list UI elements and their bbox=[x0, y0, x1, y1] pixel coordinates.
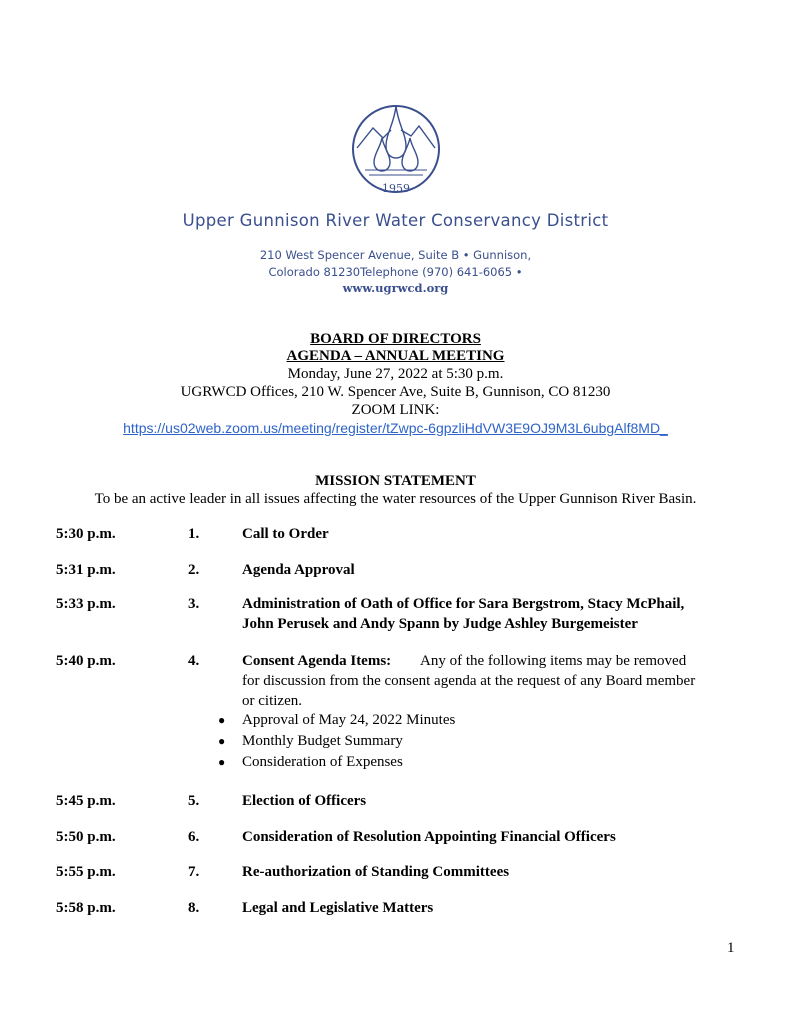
website-link[interactable]: www.ugrwcd.org bbox=[342, 281, 449, 295]
address-line-2: Colorado 81230Telephone (970) 641-6065 • bbox=[268, 265, 523, 279]
agenda-number: 6. bbox=[188, 829, 200, 845]
agenda-number: 3. bbox=[188, 596, 200, 612]
agenda-time: 5:30 p.m. bbox=[56, 526, 116, 542]
agenda-number: 7. bbox=[188, 864, 200, 880]
consent-item: Approval of May 24, 2022 Minutes bbox=[242, 712, 456, 728]
meeting-date: Monday, June 27, 2022 at 5:30 p.m. bbox=[287, 366, 504, 382]
bullet-icon: ● bbox=[218, 713, 226, 727]
address-line-1: 210 West Spencer Avenue, Suite B • Gunnison, bbox=[259, 248, 532, 262]
agenda-time: 5:50 p.m. bbox=[56, 829, 116, 845]
agenda-number: 4. bbox=[188, 653, 200, 669]
agenda-number: 8. bbox=[188, 900, 200, 916]
agenda-desc-line-3: or citizen. bbox=[242, 693, 302, 709]
agenda-time: 5:40 p.m. bbox=[56, 653, 116, 669]
agenda-number: 5. bbox=[188, 793, 200, 809]
board-title: BOARD OF DIRECTORS bbox=[310, 331, 481, 347]
page-number: 1 bbox=[727, 940, 735, 956]
consent-item: Consideration of Expenses bbox=[242, 754, 403, 770]
meeting-location: UGRWCD Offices, 210 W. Spencer Ave, Suite B, Gunnison, CO 81230 bbox=[180, 384, 611, 400]
agenda-time: 5:33 p.m. bbox=[56, 596, 116, 612]
consent-item: Monthly Budget Summary bbox=[242, 733, 403, 749]
bullet-icon: ● bbox=[218, 734, 226, 748]
agenda-title-line-2: John Perusek and Andy Spann by Judge Ashley Burgemeister bbox=[242, 616, 638, 632]
agenda-title-text: Consent Agenda Items: bbox=[242, 653, 392, 669]
mission-text: To be an active leader in all issues affecting the water resources of the Upper Gunnison River Basin. bbox=[94, 491, 697, 507]
agenda-time: 5:45 p.m. bbox=[56, 793, 116, 809]
agenda-title: AGENDA – ANNUAL MEETING bbox=[286, 348, 505, 364]
agenda-title-text: Call to Order bbox=[242, 526, 329, 542]
agenda-title-text: Agenda Approval bbox=[242, 562, 355, 578]
agenda-title-text: Election of Officers bbox=[242, 793, 367, 809]
water-drop-icon bbox=[386, 106, 406, 158]
agenda-number: 2. bbox=[188, 562, 200, 578]
district-logo bbox=[351, 92, 441, 206]
zoom-label: ZOOM LINK: bbox=[351, 402, 440, 418]
agenda-desc-line-2: for discussion from the consent agenda at the request of any Board member bbox=[242, 673, 696, 689]
agenda-time: 5:58 p.m. bbox=[56, 900, 116, 916]
org-name: Upper Gunnison River Water Conservancy District bbox=[182, 211, 609, 230]
agenda-title-text: Consideration of Resolution Appointing Financial Officers bbox=[242, 829, 616, 845]
agenda-number: 1. bbox=[188, 526, 200, 542]
agenda-time: 5:55 p.m. bbox=[56, 864, 116, 880]
logo-year: 1959 bbox=[382, 182, 410, 195]
agenda-desc-line-1: Any of the following items may be removed bbox=[420, 653, 687, 669]
agenda-title-text: Re-authorization of Standing Committees bbox=[242, 864, 510, 880]
agenda-title-text: Legal and Legislative Matters bbox=[242, 900, 434, 916]
zoom-link[interactable]: https://us02web.zoom.us/meeting/register/tZwpc-6gpzliHdVW3E9OJ9M3L6ubgAlf8MD_ bbox=[123, 420, 668, 436]
bullet-icon: ● bbox=[218, 755, 226, 769]
agenda-time: 5:31 p.m. bbox=[56, 562, 116, 578]
agenda-title-line-1: Administration of Oath of Office for Sara Bergstrom, Stacy McPhail, bbox=[242, 596, 685, 612]
mission-heading: MISSION STATEMENT bbox=[315, 473, 476, 489]
